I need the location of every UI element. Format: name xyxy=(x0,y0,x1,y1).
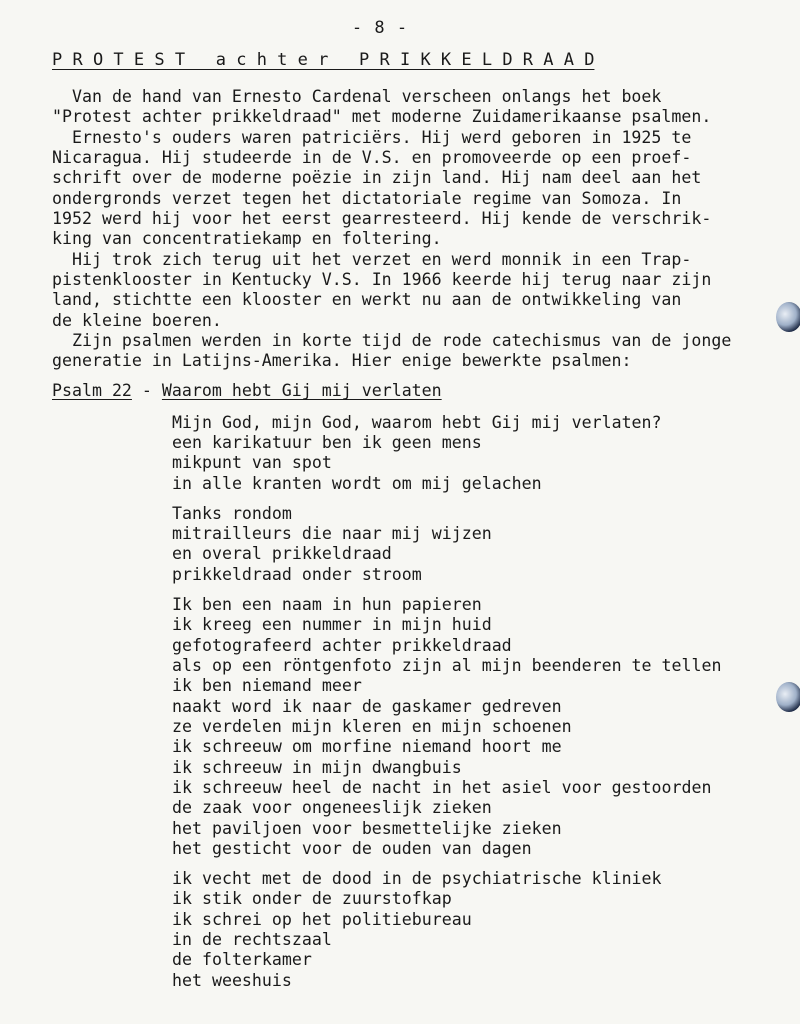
poem-line: ik kreeg een nummer in mijn huid xyxy=(172,615,492,634)
psalm-subtitle: Waarom hebt Gij mij verlaten xyxy=(161,381,442,400)
poem-line: het gesticht voor de ouden van dagen xyxy=(172,839,532,858)
poem-line: in de rechtszaal xyxy=(172,930,332,949)
poem-line: ik ben niemand meer xyxy=(172,676,362,695)
poem-line: Ik ben een naam in hun papieren xyxy=(172,595,482,614)
poem-line: de zaak voor ongeneeslijk zieken xyxy=(172,798,492,817)
poem-line: Mijn God, mijn God, waarom hebt Gij mij verlaten? xyxy=(172,413,662,432)
intro-line: ondergronds verzet tegen het dictatoriale regime van Somoza. In xyxy=(52,189,682,208)
intro-line: Hij trok zich terug uit het verzet en werd monnik in een Trap- xyxy=(52,250,692,269)
intro-line: schrift over de moderne poëzie in zijn land. Hij nam deel aan het xyxy=(52,168,702,187)
poem-line: Tanks rondom xyxy=(172,504,292,523)
punch-hole-bottom xyxy=(776,682,800,712)
poem-line: prikkeldraad onder stroom xyxy=(172,565,422,584)
intro-line: 1952 werd hij voor het eerst gearresteerd. Hij kende de verschrik- xyxy=(52,209,712,228)
poem-line: ze verdelen mijn kleren en mijn schoenen xyxy=(172,717,572,736)
intro-line: Zijn psalmen werden in korte tijd de rode catechismus van de jonge xyxy=(52,331,732,350)
intro-line: pistenklooster in Kentucky V.S. In 1966 keerde hij terug naar zijn xyxy=(52,270,712,289)
poem-line: en overal prikkeldraad xyxy=(172,544,392,563)
psalm-number: Psalm 22 xyxy=(52,381,132,400)
poem-line: naakt word ik naar de gaskamer gedreven xyxy=(172,697,562,716)
intro-line: generatie in Latijns-Amerika. Hier enige bewerkte psalmen: xyxy=(52,351,632,370)
intro-line: king van concentratiekamp en foltering. xyxy=(52,229,442,248)
intro-line: Van de hand van Ernesto Cardenal verscheen onlangs het boek xyxy=(52,87,662,106)
poem-line: gefotografeerd achter prikkeldraad xyxy=(172,636,512,655)
poem-line: ik vecht met de dood in de psychiatrische kliniek xyxy=(172,869,662,888)
poem-line: ik schreeuw heel de nacht in het asiel voor gestoorden xyxy=(172,778,712,797)
poem-line: mitrailleurs die naar mij wijzen xyxy=(172,524,492,543)
intro-line: "Protest achter prikkeldraad" met moderne Zuidamerikaanse psalmen. xyxy=(52,107,712,126)
psalm-heading xyxy=(52,381,442,401)
poem-line: ik stik onder de zuurstofkap xyxy=(172,889,452,908)
intro-line: de kleine boeren. xyxy=(52,311,222,330)
intro-line: Nicaragua. Hij studeerde in de V.S. en promoveerde op een proef- xyxy=(52,148,692,167)
article-title: P R O T E S T a c h t e r P R I K K E L D R A A D xyxy=(52,50,595,70)
poem-line: een karikatuur ben ik geen mens xyxy=(172,433,482,452)
poem-line: het weeshuis xyxy=(172,971,292,990)
psalm-separator: - xyxy=(131,381,162,400)
poem-line: mikpunt van spot xyxy=(172,453,332,472)
poem-line: ik schreeuw om morfine niemand hoort me xyxy=(172,737,562,756)
poem-line: het paviljoen voor besmettelijke zieken xyxy=(172,819,562,838)
intro-line: land, stichtte een klooster en werkt nu aan de ontwikkeling van xyxy=(52,290,682,309)
poem-line: ik schrei op het politiebureau xyxy=(172,910,472,929)
punch-hole-top xyxy=(776,302,800,332)
poem-line: ik schreeuw in mijn dwangbuis xyxy=(172,758,462,777)
page-number: - 8 - xyxy=(351,18,409,38)
poem-line: als op een röntgenfoto zijn al mijn beenderen te tellen xyxy=(172,656,722,675)
intro-line: Ernesto's ouders waren patriciërs. Hij werd geboren in 1925 te xyxy=(52,128,692,147)
poem-line: in alle kranten wordt om mij gelachen xyxy=(172,474,542,493)
poem-line: de folterkamer xyxy=(172,950,312,969)
